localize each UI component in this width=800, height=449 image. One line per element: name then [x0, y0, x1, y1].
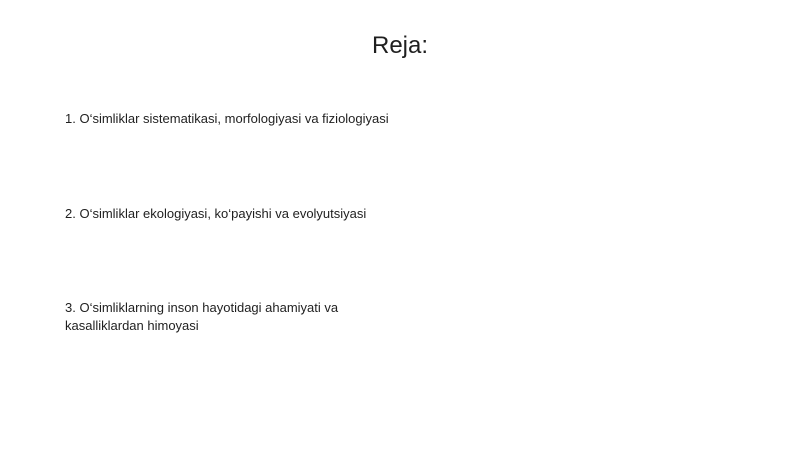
- plan-item-3: 3. O‘simliklarning inson hayotidagi ahamiyati va kasalliklardan himoyasi: [65, 300, 339, 333]
- plan-item-1: 1. O‘simliklar sistematikasi, morfologiyasi va fiziologiyasi: [65, 111, 389, 126]
- slide-title: Reja:: [371, 32, 429, 59]
- plan-item-2: 2. O‘simliklar ekologiyasi, ko‘payishi va evolyutsiyasi: [65, 206, 367, 221]
